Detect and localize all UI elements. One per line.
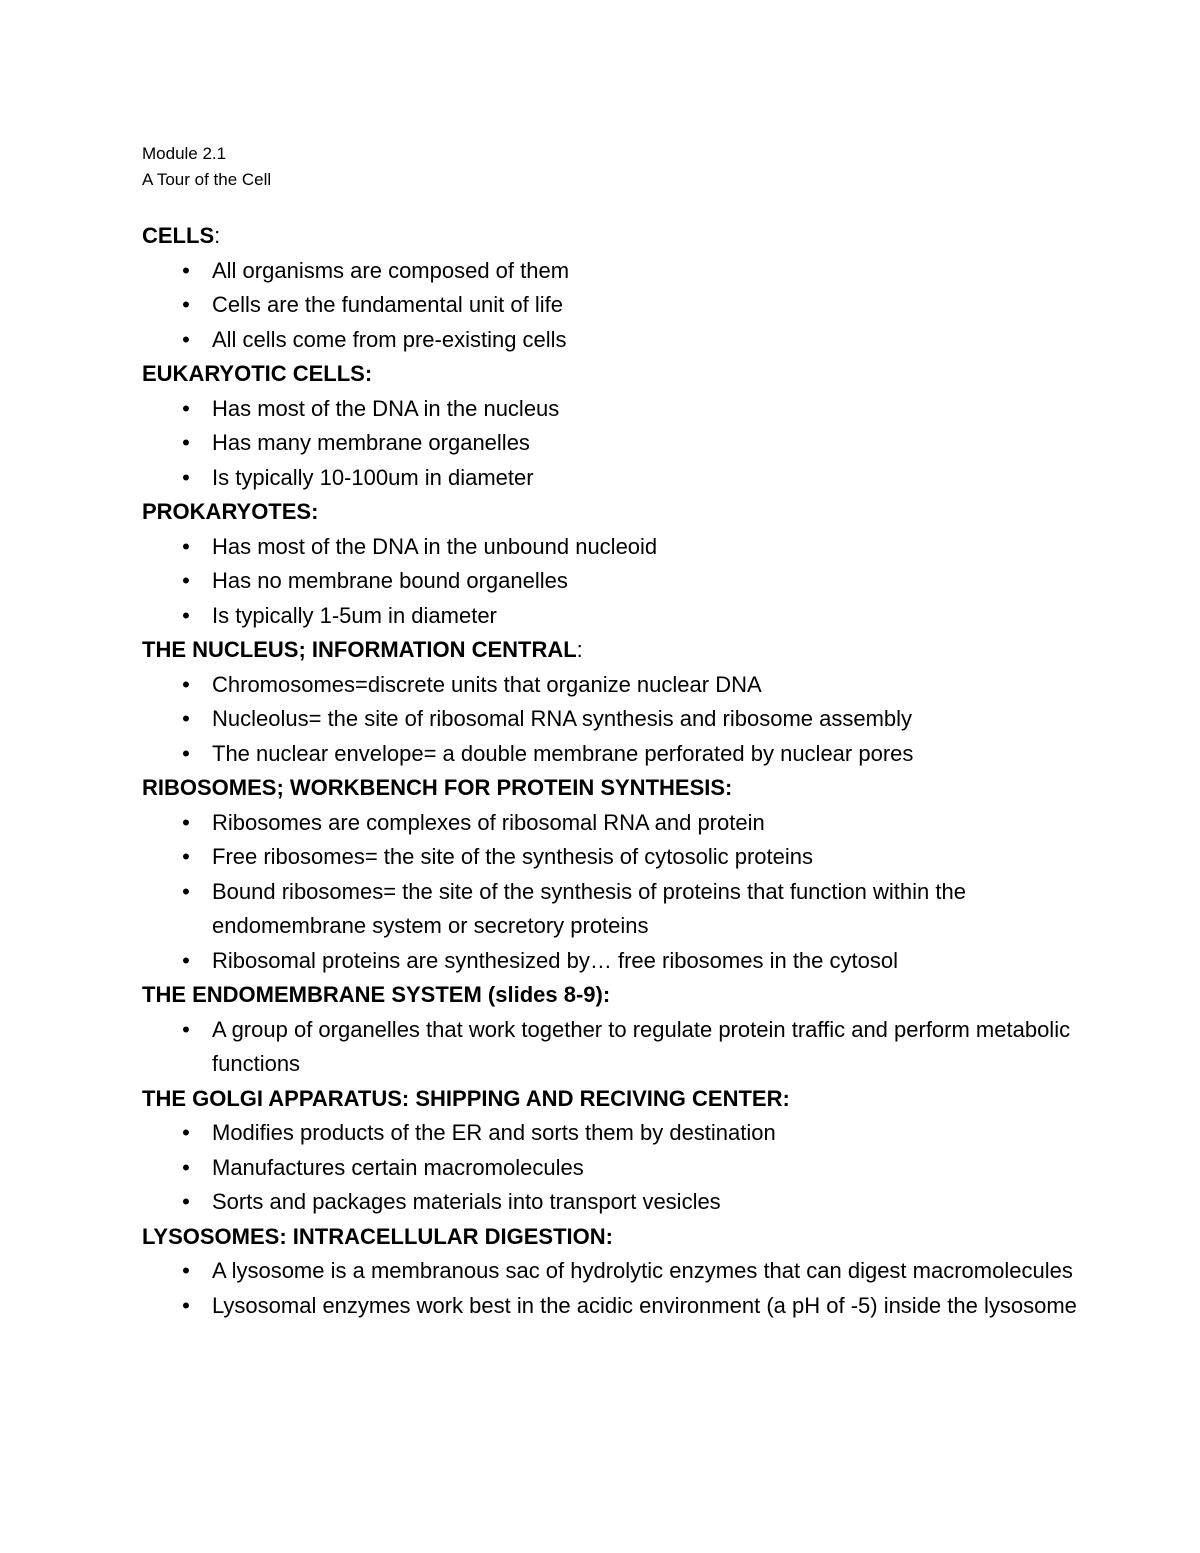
bullet-item xyxy=(142,668,1082,703)
bullet-dot-icon: • xyxy=(182,947,190,973)
bullet-dot-icon: • xyxy=(182,1120,190,1145)
bullet-item-text: A lysosome is a membranous sac of hydrolytic enzymes that can digest macromolecules xyxy=(212,1258,1073,1283)
bullet-item-text: Ribosomal proteins are synthesized by… free ribosomes in the cytosol xyxy=(212,947,898,973)
bullet-item-text: Cells are the fundamental unit of life xyxy=(212,292,563,317)
section-heading xyxy=(142,978,1082,1013)
bullet-dot-icon: • xyxy=(182,568,190,593)
bullet-list xyxy=(142,1013,1082,1082)
section-heading-text: LYSOSOMES: INTRACELLULAR DIGESTION: xyxy=(142,1223,613,1249)
bullet-item-text: Is typically 10-100um in diameter xyxy=(212,464,534,490)
bullet-item xyxy=(142,806,1082,841)
section-heading-text: THE NUCLEUS; INFORMATION CENTRAL xyxy=(142,637,577,662)
bullet-item xyxy=(142,737,1082,772)
section-heading xyxy=(142,357,1082,392)
notes-section xyxy=(142,219,1082,357)
bullet-item xyxy=(142,1013,1082,1082)
bullet-dot-icon: • xyxy=(182,533,190,559)
bullet-item xyxy=(142,1289,1082,1324)
bullet-item xyxy=(142,1116,1082,1151)
section-heading-text: THE GOLGI APPARATUS: SHIPPING AND RECIVING CENTER: xyxy=(142,1085,790,1111)
bullet-dot-icon: • xyxy=(182,1258,190,1283)
section-heading-text: RIBOSOMES; WORKBENCH FOR PROTEIN SYNTHESIS: xyxy=(142,775,733,800)
bullet-list xyxy=(142,1254,1082,1323)
notes-section xyxy=(142,633,1082,771)
section-heading xyxy=(142,633,1082,668)
bullet-list xyxy=(142,392,1082,496)
bullet-item xyxy=(142,530,1082,565)
section-heading xyxy=(142,495,1082,530)
bullet-dot-icon: • xyxy=(182,809,190,835)
bullet-item xyxy=(142,323,1082,358)
module-number: Module 2.1 xyxy=(142,144,227,163)
section-heading xyxy=(142,219,1082,254)
bullet-item xyxy=(142,564,1082,599)
bullet-item-text: Free ribosomes= the site of the synthesis of cytosolic proteins xyxy=(212,844,814,869)
bullet-item xyxy=(142,1254,1082,1289)
document-header xyxy=(142,141,271,193)
bullet-dot-icon: • xyxy=(182,292,190,317)
bullet-item-text: Bound ribosomes= the site of the synthesis of proteins that function within the endomembrane system or secretory proteins xyxy=(212,878,966,938)
bullet-list xyxy=(142,668,1082,772)
section-heading xyxy=(142,1220,1082,1255)
bullet-list xyxy=(142,254,1082,358)
section-heading-colon: : xyxy=(214,223,221,248)
bullet-item-text: Sorts and packages materials into transport vesicles xyxy=(212,1189,721,1214)
notes-section xyxy=(142,771,1082,978)
bullet-dot-icon: • xyxy=(182,464,190,490)
bullet-item-text: Chromosomes=discrete units that organize nuclear DNA xyxy=(212,671,762,697)
bullet-item xyxy=(142,288,1082,323)
bullet-dot-icon: • xyxy=(182,257,190,283)
section-heading-text: PROKARYOTES: xyxy=(142,499,319,524)
bullet-dot-icon: • xyxy=(182,1154,190,1180)
bullet-item-text: Has many membrane organelles xyxy=(212,430,530,455)
bullet-item-text: Has most of the DNA in the nucleus xyxy=(212,395,560,421)
bullet-item xyxy=(142,944,1082,979)
bullet-item xyxy=(142,840,1082,875)
bullet-list xyxy=(142,806,1082,979)
bullet-dot-icon: • xyxy=(182,1016,190,1042)
bullet-item xyxy=(142,461,1082,496)
bullet-item xyxy=(142,1185,1082,1220)
bullet-dot-icon: • xyxy=(182,706,190,731)
bullet-item-text: Manufactures certain macromolecules xyxy=(212,1154,584,1180)
section-heading-text: CELLS xyxy=(142,223,215,248)
bullet-dot-icon: • xyxy=(182,1189,190,1214)
section-heading-colon: : xyxy=(576,637,583,662)
bullet-item-text: A group of organelles that work together to regulate protein traffic and perform metabolic functions xyxy=(212,1016,1071,1076)
bullet-item-text: Has no membrane bound organelles xyxy=(212,568,568,593)
bullet-item-text: Is typically 1-5um in diameter xyxy=(212,602,497,628)
notes-section xyxy=(142,978,1082,1082)
bullet-item-text: Ribosomes are complexes of ribosomal RNA and protein xyxy=(212,809,765,835)
bullet-dot-icon: • xyxy=(182,844,190,869)
bullet-item-text: The nuclear envelope= a double membrane perforated by nuclear pores xyxy=(212,740,914,766)
bullet-item xyxy=(142,426,1082,461)
bullet-item xyxy=(142,702,1082,737)
bullet-dot-icon: • xyxy=(182,1292,190,1318)
bullet-dot-icon: • xyxy=(182,740,190,766)
notes-body xyxy=(142,219,1082,1323)
bullet-dot-icon: • xyxy=(182,878,190,904)
bullet-item-text: All cells come from pre-existing cells xyxy=(212,326,567,352)
bullet-item-text: Modifies products of the ER and sorts them by destination xyxy=(212,1120,776,1145)
bullet-dot-icon: • xyxy=(182,430,190,455)
section-heading xyxy=(142,771,1082,806)
section-heading-text: EUKARYOTIC CELLS: xyxy=(142,361,373,386)
bullet-item xyxy=(142,599,1082,634)
notes-section xyxy=(142,1082,1082,1220)
bullet-item xyxy=(142,1151,1082,1186)
bullet-item xyxy=(142,392,1082,427)
notes-section xyxy=(142,495,1082,633)
notes-section xyxy=(142,357,1082,495)
module-subtitle: A Tour of the Cell xyxy=(142,170,272,189)
bullet-list xyxy=(142,530,1082,634)
bullet-item xyxy=(142,254,1082,289)
notes-section xyxy=(142,1220,1082,1324)
bullet-item-text: All organisms are composed of them xyxy=(212,257,570,283)
bullet-item-text: Lysosomal enzymes work best in the acidic environment (a pH of -5) inside the lysosome xyxy=(212,1292,1077,1318)
bullet-dot-icon: • xyxy=(182,326,190,352)
section-heading-text: THE ENDOMEMBRANE SYSTEM (slides 8-9): xyxy=(142,982,611,1007)
bullet-list xyxy=(142,1116,1082,1220)
bullet-dot-icon: • xyxy=(182,671,190,697)
bullet-item-text: Nucleolus= the site of ribosomal RNA synthesis and ribosome assembly xyxy=(212,706,913,731)
bullet-dot-icon: • xyxy=(182,602,190,628)
bullet-item-text: Has most of the DNA in the unbound nucleoid xyxy=(212,533,658,559)
bullet-item xyxy=(142,875,1082,944)
bullet-dot-icon: • xyxy=(182,395,190,421)
section-heading xyxy=(142,1082,1082,1117)
